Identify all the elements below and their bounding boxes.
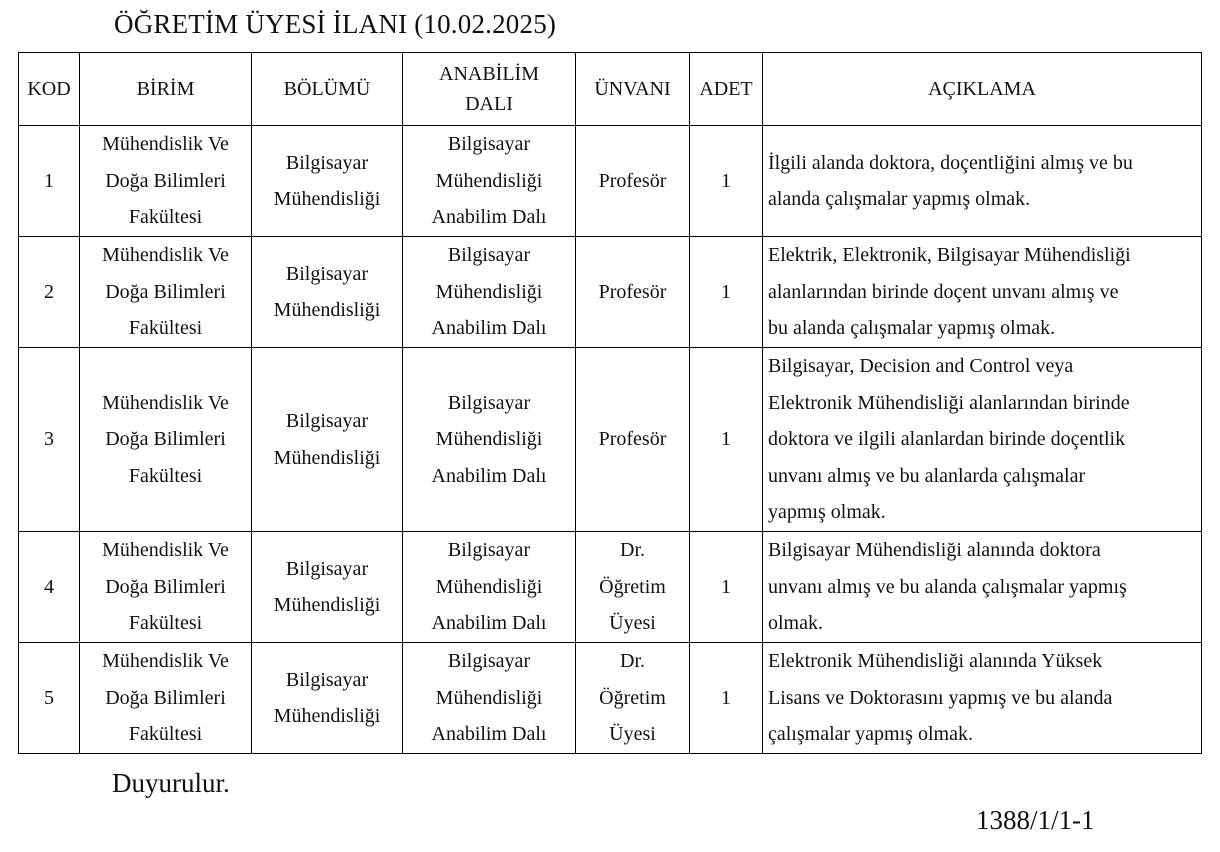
cell-adet: 1 (690, 348, 763, 532)
cell-anabilim-dali: Bilgisayar Mühendisliği Anabilim Dalı (403, 348, 576, 532)
table-row (19, 126, 1202, 237)
cell-kod: 2 (19, 237, 80, 348)
header-anabilim-dali: ANABİLİM DALI (403, 53, 576, 126)
header-adet: ADET (690, 53, 763, 126)
header-unvan: ÜNVANI (576, 53, 690, 126)
cell-anabilim-dali: Bilgisayar Mühendisliği Anabilim Dalı (403, 237, 576, 348)
header-birim: BİRİM (80, 53, 252, 126)
cell-bolum: Bilgisayar Mühendisliği (252, 532, 403, 643)
cell-bolum: Bilgisayar Mühendisliği (252, 237, 403, 348)
cell-bolum: Bilgisayar Mühendisliği (252, 348, 403, 532)
cell-kod: 5 (19, 643, 80, 754)
cell-birim: Mühendislik Ve Doğa Bilimleri Fakültesi (80, 532, 252, 643)
header-bolum: BÖLÜMÜ (252, 53, 403, 126)
cell-birim: Mühendislik Ve Doğa Bilimleri Fakültesi (80, 643, 252, 754)
cell-anabilim-dali: Bilgisayar Mühendisliği Anabilim Dalı (403, 532, 576, 643)
cell-aciklama: Elektrik, Elektronik, Bilgisayar Mühendisliği alanlarından birinde doçent unvanı almış ve bu alanda çalışmalar yapmış olmak. (763, 237, 1202, 348)
cell-kod: 3 (19, 348, 80, 532)
cell-unvan: Profesör (576, 348, 690, 532)
cell-adet: 1 (690, 237, 763, 348)
cell-kod: 1 (19, 126, 80, 237)
cell-anabilim-dali: Bilgisayar Mühendisliği Anabilim Dalı (403, 126, 576, 237)
cell-unvan: Profesör (576, 126, 690, 237)
table-row (19, 237, 1202, 348)
cell-unvan: Dr. Öğretim Üyesi (576, 643, 690, 754)
table-row (19, 532, 1202, 643)
cell-kod: 4 (19, 532, 80, 643)
cell-aciklama: Bilgisayar, Decision and Control veya Elektronik Mühendisliği alanlarından birinde doktora ve ilgili alanlardan birinde doçentlik unvanı almış ve bu alanlarda çalışmalar yapmış olmak. (763, 348, 1202, 532)
cell-adet: 1 (690, 643, 763, 754)
cell-adet: 1 (690, 126, 763, 237)
cell-birim: Mühendislik Ve Doğa Bilimleri Fakültesi (80, 348, 252, 532)
announcement-table (18, 52, 1202, 754)
page-title: ÖĞRETİM ÜYESİ İLANI (10.02.2025) (114, 9, 557, 39)
cell-birim: Mühendislik Ve Doğa Bilimleri Fakültesi (80, 126, 252, 237)
cell-unvan: Dr. Öğretim Üyesi (576, 532, 690, 643)
reference-number: 1388/1/1-1 (976, 805, 1095, 835)
cell-birim: Mühendislik Ve Doğa Bilimleri Fakültesi (80, 237, 252, 348)
cell-anabilim-dali: Bilgisayar Mühendisliği Anabilim Dalı (403, 643, 576, 754)
table-row (19, 643, 1202, 754)
cell-aciklama: Bilgisayar Mühendisliği alanında doktora unvanı almış ve bu alanda çalışmalar yapmış olmak. (763, 532, 1202, 643)
cell-bolum: Bilgisayar Mühendisliği (252, 643, 403, 754)
cell-aciklama: İlgili alanda doktora, doçentliğini almış ve bu alanda çalışmalar yapmış olmak. (763, 126, 1202, 237)
header-row (19, 53, 1202, 126)
cell-adet: 1 (690, 532, 763, 643)
cell-aciklama: Elektronik Mühendisliği alanında Yüksek Lisans ve Doktorasını yapmış ve bu alanda çalışmalar yapmış olmak. (763, 643, 1202, 754)
cell-unvan: Profesör (576, 237, 690, 348)
header-kod: KOD (19, 53, 80, 126)
cell-bolum: Bilgisayar Mühendisliği (252, 126, 403, 237)
header-aciklama: AÇIKLAMA (763, 53, 1202, 126)
closing-note: Duyurulur. (112, 768, 230, 798)
table-row (19, 348, 1202, 532)
